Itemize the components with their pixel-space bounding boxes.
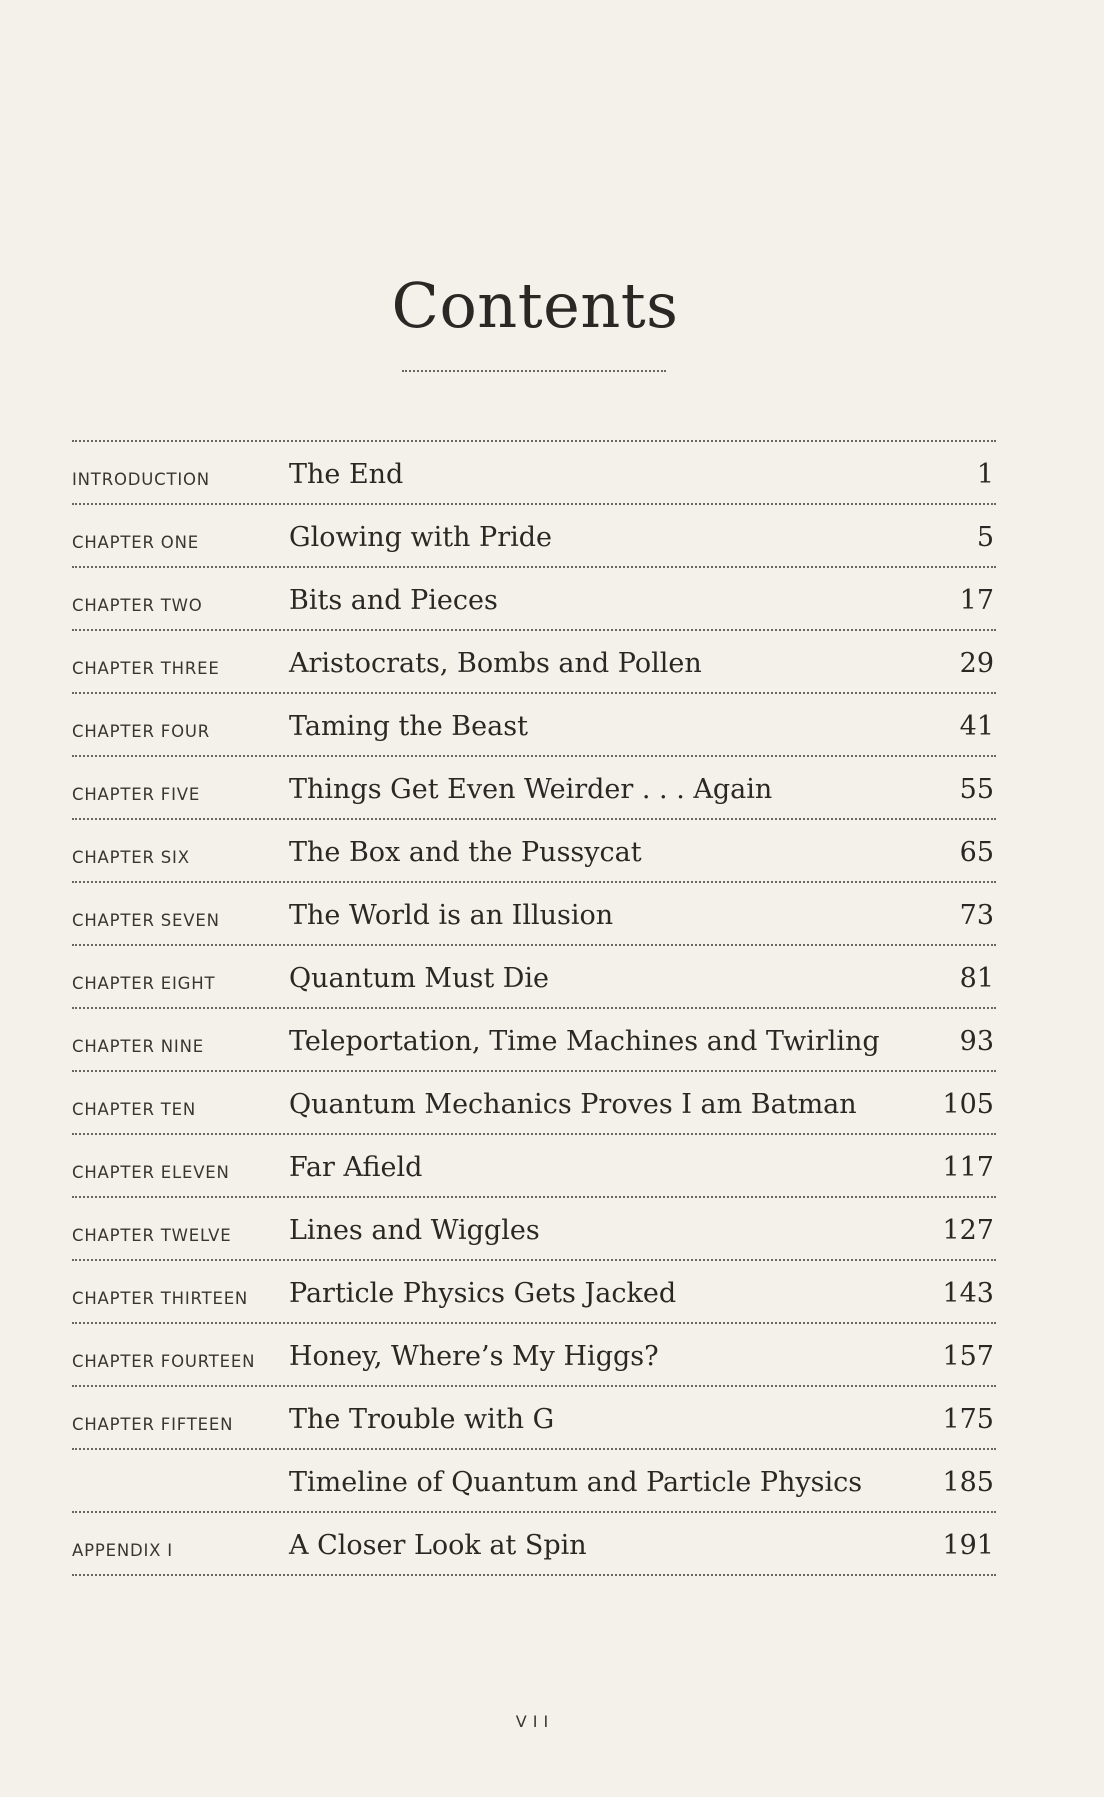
chapter-page-number: 81: [959, 963, 994, 994]
chapter-page-number: 127: [942, 1215, 994, 1246]
chapter-page-number: 73: [959, 900, 994, 931]
chapter-label: CHAPTER SIX: [72, 848, 190, 867]
toc-entry-appendix-i: [72, 1513, 996, 1576]
chapter-title: Timeline of Quantum and Particle Physics: [289, 1467, 863, 1498]
chapter-label: CHAPTER FIFTEEN: [72, 1415, 234, 1434]
chapter-label: APPENDIX I: [72, 1541, 173, 1560]
toc-entry-chapter-eight: [72, 946, 996, 1009]
toc-entry-chapter-thirteen: [72, 1261, 996, 1324]
chapter-page-number: 5: [976, 522, 994, 553]
toc-entry-chapter-fifteen: [72, 1387, 996, 1450]
chapter-page-number: 55: [959, 774, 994, 805]
chapter-page-number: 105: [942, 1089, 994, 1120]
chapter-title: The World is an Illusion: [289, 900, 614, 931]
chapter-label: CHAPTER FIVE: [72, 785, 201, 804]
chapter-label: CHAPTER EIGHT: [72, 974, 216, 993]
chapter-label: CHAPTER THIRTEEN: [72, 1289, 249, 1308]
chapter-title: Bits and Pieces: [289, 585, 498, 616]
chapter-label: CHAPTER ONE: [72, 533, 199, 552]
toc-entry-introduction: [72, 442, 996, 505]
toc-entry-chapter-nine: [72, 1009, 996, 1072]
chapter-title: Teleportation, Time Machines and Twirling: [289, 1026, 880, 1057]
toc-entry-chapter-six: [72, 820, 996, 883]
chapter-title: Quantum Mechanics Proves I am Batman: [289, 1089, 857, 1120]
chapter-page-number: 117: [942, 1152, 994, 1183]
toc-entry-chapter-twelve: [72, 1198, 996, 1261]
chapter-label: CHAPTER FOUR: [72, 722, 210, 741]
table-of-contents: [72, 440, 996, 1576]
chapter-label: CHAPTER ELEVEN: [72, 1163, 230, 1182]
title-divider: [402, 370, 666, 372]
chapter-page-number: 157: [942, 1341, 994, 1372]
chapter-page-number: 17: [959, 585, 994, 616]
chapter-label: CHAPTER THREE: [72, 659, 220, 678]
toc-entry-chapter-ten: [72, 1072, 996, 1135]
chapter-page-number: 1: [976, 459, 994, 490]
chapter-title: Honey, Where’s My Higgs?: [289, 1341, 659, 1372]
chapter-title: Far Afield: [289, 1152, 423, 1183]
toc-entry-chapter-two: [72, 568, 996, 631]
chapter-title: Glowing with Pride: [289, 522, 552, 553]
toc-entry-chapter-five: [72, 757, 996, 820]
page-folio: VII: [515, 1712, 555, 1731]
chapter-page-number: 29: [959, 648, 994, 679]
chapter-label: CHAPTER SEVEN: [72, 911, 220, 930]
chapter-title: Quantum Must Die: [289, 963, 550, 994]
toc-entry-chapter-four: [72, 694, 996, 757]
chapter-page-number: 143: [942, 1278, 994, 1309]
toc-entry-chapter-one: [72, 505, 996, 568]
toc-entry-timeline: [72, 1450, 996, 1513]
chapter-label: INTRODUCTION: [72, 470, 210, 489]
chapter-page-number: 93: [959, 1026, 994, 1057]
page-title: Contents: [391, 269, 679, 342]
chapter-page-number: 65: [959, 837, 994, 868]
chapter-label: CHAPTER TWELVE: [72, 1226, 232, 1245]
chapter-label: CHAPTER TEN: [72, 1100, 197, 1119]
chapter-title: The Box and the Pussycat: [289, 837, 642, 868]
toc-entry-chapter-fourteen: [72, 1324, 996, 1387]
chapter-label: CHAPTER NINE: [72, 1037, 204, 1056]
chapter-title: Aristocrats, Bombs and Pollen: [289, 648, 702, 679]
chapter-title: A Closer Look at Spin: [289, 1530, 587, 1561]
chapter-title: Taming the Beast: [289, 711, 528, 742]
toc-entry-chapter-eleven: [72, 1135, 996, 1198]
chapter-page-number: 175: [942, 1404, 994, 1435]
chapter-title: Particle Physics Gets Jacked: [289, 1278, 677, 1309]
chapter-title: The Trouble with G: [289, 1404, 555, 1435]
chapter-title: Things Get Even Weirder . . . Again: [289, 774, 773, 805]
chapter-page-number: 191: [942, 1530, 994, 1561]
chapter-label: CHAPTER TWO: [72, 596, 203, 615]
chapter-page-number: 41: [959, 711, 994, 742]
chapter-label: CHAPTER FOURTEEN: [72, 1352, 256, 1371]
chapter-title: Lines and Wiggles: [289, 1215, 540, 1246]
chapter-page-number: 185: [942, 1467, 994, 1498]
chapter-title: The End: [289, 459, 404, 490]
toc-entry-chapter-seven: [72, 883, 996, 946]
toc-entry-chapter-three: [72, 631, 996, 694]
